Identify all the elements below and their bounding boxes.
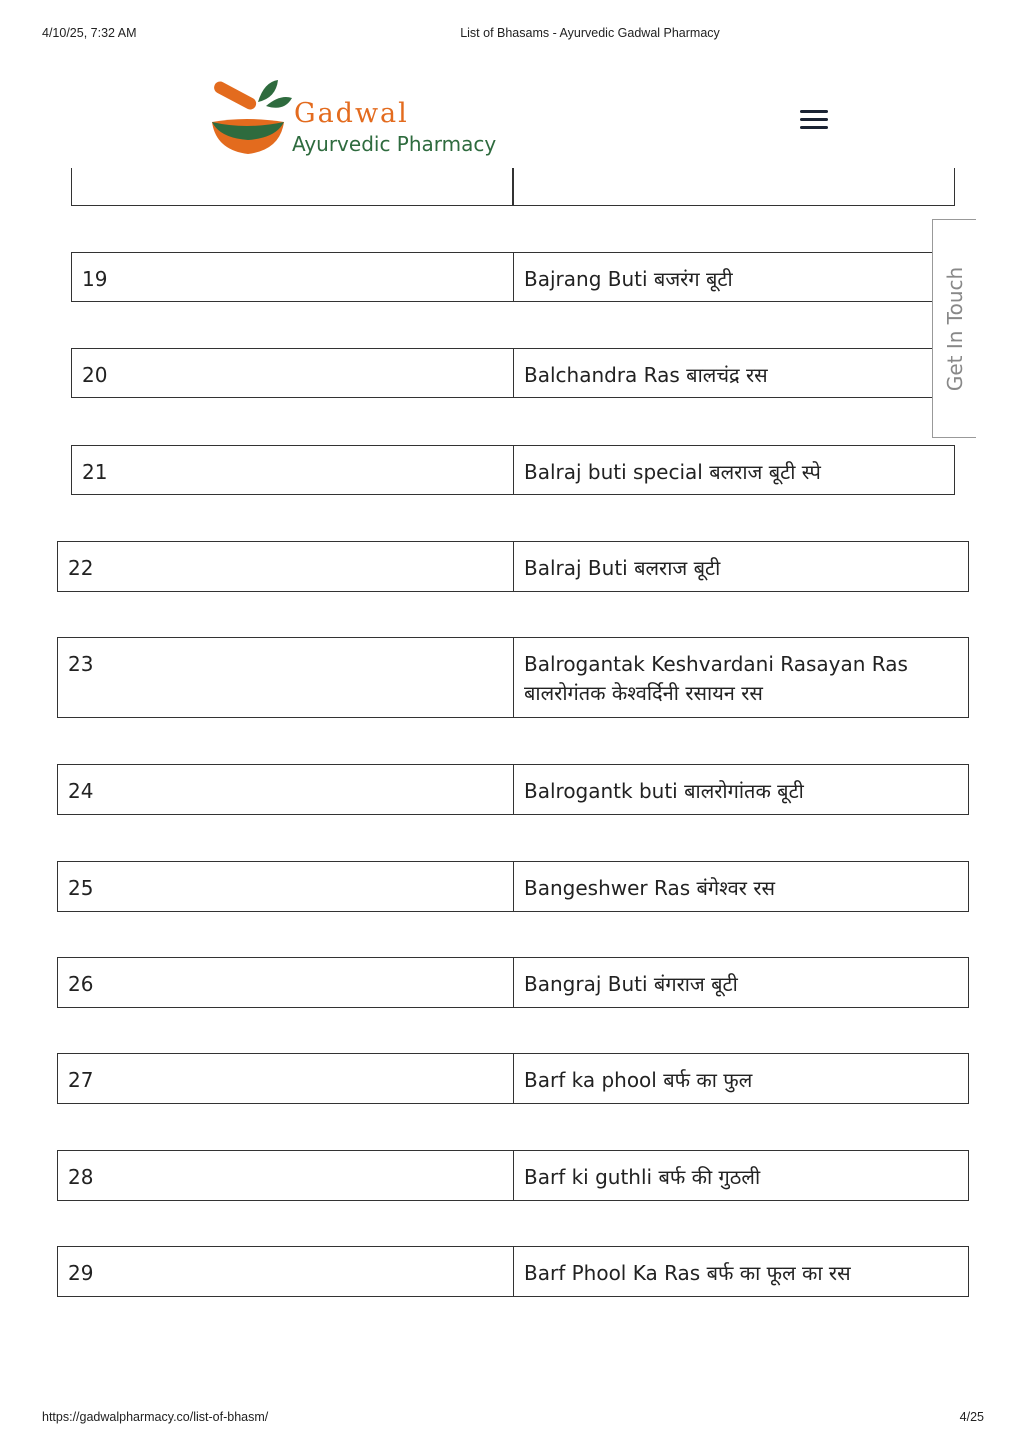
row-product-name: Balrogantk buti बालरोगांतक बूटी: [524, 779, 804, 803]
table-row: [57, 957, 969, 1008]
row-product-name: Balrogantak Keshvardani Rasayan Ras बालरोगंतक केश्वर्दिनी रसायन रस: [524, 652, 908, 705]
row-number: 19: [72, 253, 514, 301]
table-row: [57, 541, 969, 592]
table-row-partial: [71, 168, 955, 206]
print-datetime: 4/10/25, 7:32 AM: [42, 26, 137, 40]
row-number: 25: [58, 862, 514, 911]
row-product-name: Barf ka phool बर्फ का फुल: [524, 1068, 753, 1092]
brand-subtitle: Ayurvedic Pharmacy: [292, 132, 497, 156]
table-row: [57, 861, 969, 912]
table-row: [57, 1246, 969, 1297]
row-number: 20: [72, 349, 514, 397]
hamburger-menu-icon[interactable]: [800, 110, 828, 132]
row-number: 22: [58, 542, 514, 591]
get-in-touch-tab[interactable]: [932, 219, 976, 438]
mortar-pestle-leaf-icon: [206, 76, 296, 160]
print-page-title: List of Bhasams - Ayurvedic Gadwal Pharmacy: [460, 26, 720, 40]
row-number: 28: [58, 1151, 514, 1200]
row-product-name: Bajrang Buti बजरंग बूटी: [524, 267, 733, 291]
table-row: [57, 1150, 969, 1201]
table-row: [57, 1053, 969, 1104]
table-row: [57, 637, 969, 718]
table-row: [71, 348, 955, 398]
table-row: [71, 252, 955, 302]
brand-name: Gadwal: [294, 98, 409, 129]
page-url: https://gadwalpharmacy.co/list-of-bhasm/: [42, 1410, 269, 1424]
get-in-touch-label: Get In Touch: [942, 266, 967, 391]
row-product-name: Bangraj Buti बंगराज बूटी: [524, 972, 738, 996]
row-number: 29: [58, 1247, 514, 1296]
row-number: 24: [58, 765, 514, 814]
row-product-name: Barf ki guthli बर्फ की गुठली: [524, 1165, 761, 1189]
table-row: [71, 445, 955, 495]
row-product-name: Balraj Buti बलराज बूटी: [524, 556, 721, 580]
row-number: 23: [58, 638, 514, 717]
print-header: [0, 26, 1024, 42]
row-number: 21: [72, 446, 514, 494]
row-number: 27: [58, 1054, 514, 1103]
row-number: 26: [58, 958, 514, 1007]
page-number: 4/25: [959, 1410, 984, 1424]
site-logo[interactable]: [206, 76, 516, 160]
table-row: [57, 764, 969, 815]
row-product-name: Balchandra Ras बालचंद्र रस: [524, 363, 768, 387]
row-product-name: Balraj buti special बलराज बूटी स्पे: [524, 460, 821, 484]
row-product-name: Barf Phool Ka Ras बर्फ का फूल का रस: [524, 1261, 851, 1285]
row-product-name: Bangeshwer Ras बंगेश्वर रस: [524, 876, 776, 900]
